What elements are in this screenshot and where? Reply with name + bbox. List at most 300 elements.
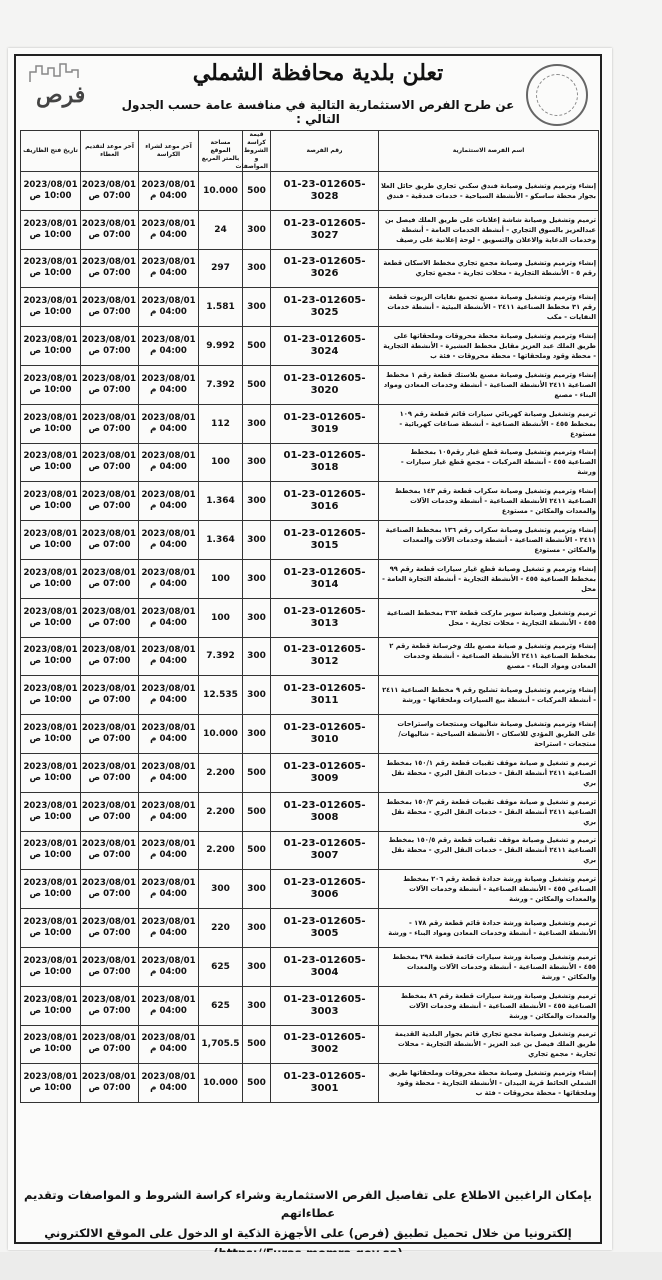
date-value: 2023/08/01 [141, 451, 196, 462]
time-value: 07:00 ص [88, 850, 131, 861]
date-value: 2023/08/01 [23, 1072, 78, 1083]
opportunity-name: ترميم وتشغيل وصيانة ورشة حدادة قطعة رقم ٢٠٦ بمخطط الصناعي ٤٥٥ - الأنشطة الصناعية - أنشطة وخدمات الآلات والمعدات والمكائن - ورشة [379, 870, 599, 909]
time-value: 04:00 م [150, 540, 187, 551]
time-value: 04:00 م [150, 346, 187, 357]
opportunity-number: 01-23-012605-3019 [271, 404, 379, 443]
last-submit-date [81, 288, 139, 327]
date-value: 2023/08/01 [81, 800, 136, 811]
time-value: 07:00 ص [88, 734, 131, 745]
date-value: 2023/08/01 [23, 412, 78, 423]
last-purchase-date [139, 249, 199, 288]
time-value: 04:00 م [150, 850, 187, 861]
last-submit-date [81, 482, 139, 521]
opening-date [21, 870, 81, 909]
page-subtitle: عن طرح الفرص الاستثمارية التالية في منافسة عامة حسب الجدول التالي : [121, 98, 515, 126]
date-value: 2023/08/01 [23, 451, 78, 462]
last-submit-date [81, 715, 139, 754]
opportunity-name: إنشاء وترميم وتشغيل وصيانة محطة محروقات وملحقاتها طريق الشملي الحائط قرية البيدان - الأنشطة التجارية - محطة وقود وملحقاتها - محطة محروقات - فئة ب [379, 1064, 599, 1103]
date-value: 2023/08/01 [23, 645, 78, 656]
date-value: 2023/08/01 [23, 723, 78, 734]
col-number: رقم الفرصة [271, 131, 379, 172]
opening-date [21, 559, 81, 598]
opportunity-number: 01-23-012605-3014 [271, 559, 379, 598]
date-value: 2023/08/01 [23, 529, 78, 540]
date-value: 2023/08/01 [81, 994, 136, 1005]
time-value: 07:00 ص [88, 966, 131, 977]
booklet-fee: 500 [243, 1025, 271, 1064]
opportunity-number: 01-23-012605-3018 [271, 443, 379, 482]
opportunity-name: إنشاء وترميم وتشغيل وصيانة تشليح رقم ٩ مخطط الصناعية ٢٤١١ - أنشطة المركبات - أنشطة بيع السيارات وملحقاتها - ورشة [379, 676, 599, 715]
date-value: 2023/08/01 [141, 723, 196, 734]
time-value: 10:00 ص [29, 190, 72, 201]
last-submit-date [81, 831, 139, 870]
booklet-fee: 300 [243, 559, 271, 598]
table-header-row [21, 131, 599, 172]
opening-date [21, 637, 81, 676]
last-submit-date [81, 637, 139, 676]
date-value: 2023/08/01 [23, 218, 78, 229]
opportunity-name: ترميم و تشغيل وصيانة موقف تقبيات قطعة رقم ١٥٠/٥ بمخطط الصناعية ٢٤١١ أنشطة النقل - خدمات النقل البري - محطة نقل بري [379, 831, 599, 870]
table-row [21, 986, 599, 1025]
date-value: 2023/08/01 [81, 451, 136, 462]
booklet-fee: 500 [243, 792, 271, 831]
opening-date [21, 676, 81, 715]
time-value: 10:00 ص [29, 928, 72, 939]
date-value: 2023/08/01 [81, 606, 136, 617]
opportunity-number: 01-23-012605-3006 [271, 870, 379, 909]
date-value: 2023/08/01 [141, 218, 196, 229]
opportunity-number: 01-23-012605-3001 [271, 1064, 379, 1103]
time-value: 10:00 ص [29, 656, 72, 667]
last-submit-date [81, 404, 139, 443]
opening-date [21, 792, 81, 831]
date-value: 2023/08/01 [81, 218, 136, 229]
table-row [21, 327, 599, 366]
table-row [21, 753, 599, 792]
date-value: 2023/08/01 [141, 955, 196, 966]
col-last-purchase: آخر موعد لشراء الكراسة [139, 131, 199, 172]
site-area: 10.000 [199, 172, 243, 211]
opportunity-name: إنشاء وترميم وتشغيل وصيانة مصنع تجميع نفايات الزيوت قطعة رقم ٣١ مخطط الصناعية ٢٤١١ - الأنشطة البيئية - أنشطة خدمات النفايات - مكب [379, 288, 599, 327]
date-value: 2023/08/01 [23, 567, 78, 578]
date-value: 2023/08/01 [141, 606, 196, 617]
site-area: 9.992 [199, 327, 243, 366]
table-row [21, 210, 599, 249]
opening-date [21, 327, 81, 366]
opportunity-number: 01-23-012605-3004 [271, 947, 379, 986]
date-value: 2023/08/01 [23, 761, 78, 772]
last-purchase-date [139, 1025, 199, 1064]
date-value: 2023/08/01 [81, 335, 136, 346]
opening-date [21, 831, 81, 870]
date-value: 2023/08/01 [141, 645, 196, 656]
date-value: 2023/08/01 [81, 179, 136, 190]
date-value: 2023/08/01 [23, 606, 78, 617]
booklet-fee: 300 [243, 210, 271, 249]
last-submit-date [81, 249, 139, 288]
last-submit-date [81, 947, 139, 986]
site-area: 1,705.5 [199, 1025, 243, 1064]
date-value: 2023/08/01 [141, 529, 196, 540]
date-value: 2023/08/01 [81, 373, 136, 384]
date-value: 2023/08/01 [81, 567, 136, 578]
time-value: 04:00 م [150, 889, 187, 900]
date-value: 2023/08/01 [141, 684, 196, 695]
opportunity-name: ترميم وتشغيل وصيانة ورشة حدادة قائم قطعة رقم ١٧٨ - الأنشطة الصناعية - أنشطة وخدمات المعادن ومواد البناء - ورشة [379, 909, 599, 948]
time-value: 04:00 م [150, 1005, 187, 1016]
opportunity-number: 01-23-012605-3027 [271, 210, 379, 249]
site-area: 297 [199, 249, 243, 288]
site-area: 7.392 [199, 637, 243, 676]
time-value: 10:00 ص [29, 268, 72, 279]
time-value: 10:00 ص [29, 501, 72, 512]
date-value: 2023/08/01 [141, 335, 196, 346]
last-submit-date [81, 1025, 139, 1064]
site-area: 100 [199, 559, 243, 598]
booklet-fee: 300 [243, 715, 271, 754]
date-value: 2023/08/01 [81, 296, 136, 307]
booklet-fee: 500 [243, 753, 271, 792]
date-value: 2023/08/01 [23, 373, 78, 384]
last-purchase-date [139, 482, 199, 521]
opportunities-table [20, 130, 599, 1103]
last-purchase-date [139, 947, 199, 986]
announcement-paper [8, 48, 612, 1250]
opening-date [21, 210, 81, 249]
booklet-fee: 300 [243, 482, 271, 521]
site-area: 1.364 [199, 482, 243, 521]
opportunity-number: 01-23-012605-3012 [271, 637, 379, 676]
time-value: 04:00 م [150, 229, 187, 240]
date-value: 2023/08/01 [141, 1072, 196, 1083]
site-area: 2.200 [199, 831, 243, 870]
site-area: 10.000 [199, 715, 243, 754]
table-row [21, 870, 599, 909]
time-value: 07:00 ص [88, 1083, 131, 1094]
site-area: 10.000 [199, 1064, 243, 1103]
table-row [21, 1064, 599, 1103]
date-value: 2023/08/01 [81, 257, 136, 268]
time-value: 10:00 ص [29, 1044, 72, 1055]
opening-date [21, 947, 81, 986]
time-value: 04:00 م [150, 307, 187, 318]
date-value: 2023/08/01 [141, 839, 196, 850]
opening-date [21, 521, 81, 560]
date-value: 2023/08/01 [141, 1033, 196, 1044]
date-value: 2023/08/01 [141, 373, 196, 384]
time-value: 04:00 م [150, 1083, 187, 1094]
opportunity-number: 01-23-012605-3028 [271, 172, 379, 211]
date-value: 2023/08/01 [23, 179, 78, 190]
time-value: 07:00 ص [88, 1005, 131, 1016]
date-value: 2023/08/01 [141, 878, 196, 889]
last-purchase-date [139, 327, 199, 366]
last-submit-date [81, 676, 139, 715]
booklet-fee: 500 [243, 172, 271, 211]
time-value: 07:00 ص [88, 462, 131, 473]
opportunity-name: ترميم وتشغيل وصيانة كهربائي سيارات قائم قطعة رقم ١٠٩ بمخطط ٤٥٥ - الأنشطة الصناعية - أنشطة صناعات كهربائية - مستودع [379, 404, 599, 443]
opportunity-number: 01-23-012605-3025 [271, 288, 379, 327]
last-submit-date [81, 598, 139, 637]
opening-date [21, 715, 81, 754]
date-value: 2023/08/01 [81, 761, 136, 772]
date-value: 2023/08/01 [81, 1033, 136, 1044]
opportunity-number: 01-23-012605-3020 [271, 365, 379, 404]
date-value: 2023/08/01 [141, 761, 196, 772]
footer-line-1: بإمكان الراغبين الاطلاع على تفاصيل الفرص الاستثمارية وشراء كراسة الشروط و المواصفات وتقديم عطاءاتهم [24, 1188, 592, 1220]
time-value: 10:00 ص [29, 1005, 72, 1016]
site-area: 7.392 [199, 365, 243, 404]
table-row [21, 559, 599, 598]
time-value: 04:00 م [150, 734, 187, 745]
booklet-fee: 300 [243, 909, 271, 948]
last-purchase-date [139, 1064, 199, 1103]
time-value: 10:00 ص [29, 850, 72, 861]
last-submit-date [81, 443, 139, 482]
last-submit-date [81, 521, 139, 560]
opportunity-name: ترميم وتشغيل وصيانة سوبر ماركت قطعة ٣٦٢ بمخطط الصناعية ٤٥٥ - الأنشطة التجارية - محلات تجارية - محل [379, 598, 599, 637]
time-value: 10:00 ص [29, 617, 72, 628]
site-area: 24 [199, 210, 243, 249]
opportunity-name: إنشاء وترميم وتشغيل وصيانة سكراب رقم ١٣٦ بمخطط الصناعية ٢٤١١ - الأنشطة الصناعية - أنشطة وخدمات الآلات والمعدات والمكائن - مستودع [379, 521, 599, 560]
opportunity-number: 01-23-012605-3024 [271, 327, 379, 366]
opportunity-name: ترميم وتشغيل وصيانة شاشة إعلانات على طريق الملك فيصل بن عبدالعزيز بالسوق التجاري - أنشطة الخدمات العامة - أنشطة وخدمات الدعاية والاعلان والتسويق - لوحة إعلانية على رصيف [379, 210, 599, 249]
date-value: 2023/08/01 [23, 917, 78, 928]
date-value: 2023/08/01 [23, 490, 78, 501]
last-purchase-date [139, 210, 199, 249]
time-value: 07:00 ص [88, 1044, 131, 1055]
time-value: 10:00 ص [29, 307, 72, 318]
opportunity-name: ترميم وتشغيل وصيانة مجمع تجاري قائم بجوار البلدية القديمة طريق الملك فيصل بن عبد العزيز - الأنشطة التجارية - محلات تجارية - مجمع تجاري [379, 1025, 599, 1064]
date-value: 2023/08/01 [81, 645, 136, 656]
date-value: 2023/08/01 [141, 257, 196, 268]
last-submit-date [81, 365, 139, 404]
booklet-fee: 500 [243, 1064, 271, 1103]
site-area: 1.364 [199, 521, 243, 560]
last-purchase-date [139, 288, 199, 327]
time-value: 04:00 م [150, 772, 187, 783]
last-submit-date [81, 986, 139, 1025]
bottom-bar [0, 1252, 662, 1280]
table-row [21, 288, 599, 327]
opening-date [21, 909, 81, 948]
booklet-fee: 500 [243, 327, 271, 366]
site-area: 300 [199, 870, 243, 909]
time-value: 10:00 ص [29, 889, 72, 900]
table-row [21, 404, 599, 443]
last-purchase-date [139, 676, 199, 715]
opportunity-number: 01-23-012605-3009 [271, 753, 379, 792]
date-value: 2023/08/01 [81, 917, 136, 928]
opening-date [21, 1064, 81, 1103]
time-value: 07:00 ص [88, 540, 131, 551]
table-row [21, 443, 599, 482]
last-submit-date [81, 210, 139, 249]
time-value: 10:00 ص [29, 229, 72, 240]
time-value: 07:00 ص [88, 928, 131, 939]
time-value: 07:00 ص [88, 384, 131, 395]
date-value: 2023/08/01 [81, 878, 136, 889]
booklet-fee: 500 [243, 831, 271, 870]
time-value: 10:00 ص [29, 540, 72, 551]
time-value: 04:00 م [150, 656, 187, 667]
date-value: 2023/08/01 [81, 684, 136, 695]
time-value: 07:00 ص [88, 772, 131, 783]
municipality-seal-icon [526, 64, 588, 126]
time-value: 07:00 ص [88, 656, 131, 667]
booklet-fee: 500 [243, 365, 271, 404]
date-value: 2023/08/01 [81, 490, 136, 501]
time-value: 07:00 ص [88, 811, 131, 822]
booklet-fee: 300 [243, 598, 271, 637]
opportunity-name: إنشاء وترميم وتشغيل وصيانة مصنع بلاستك قطعة رقم ١ مخطط الصناعية ٢٤١١ الأنشطة الصناعية - أنشطة وخدمات المعادن ومواد البناء - مصنع [379, 365, 599, 404]
time-value: 04:00 م [150, 966, 187, 977]
opportunity-name: إنشاء وترميم و تشغيل وصيانة قطع غيار سيارات قطعة رقم ٩٩ بمخطط الصناعية ٤٥٥ - الأنشطة التجارية - أنشطة التجارة العامة - محل [379, 559, 599, 598]
booklet-fee: 300 [243, 443, 271, 482]
opportunity-number: 01-23-012605-3005 [271, 909, 379, 948]
time-value: 10:00 ص [29, 578, 72, 589]
opening-date [21, 404, 81, 443]
time-value: 10:00 ص [29, 1083, 72, 1094]
time-value: 04:00 م [150, 462, 187, 473]
opening-date [21, 753, 81, 792]
date-value: 2023/08/01 [141, 179, 196, 190]
date-value: 2023/08/01 [141, 412, 196, 423]
date-value: 2023/08/01 [141, 800, 196, 811]
time-value: 04:00 م [150, 1044, 187, 1055]
opportunity-number: 01-23-012605-3003 [271, 986, 379, 1025]
time-value: 10:00 ص [29, 346, 72, 357]
footer-line-2: إلكترونيا من خلال تحميل تطبيق (فرص) على الأجهزة الذكية او الدخول على الموقع الالكتروني [44, 1226, 572, 1240]
date-value: 2023/08/01 [23, 800, 78, 811]
col-area: مساحة الموقع بالمتر المربع [199, 131, 243, 172]
opportunity-number: 01-23-012605-3011 [271, 676, 379, 715]
site-area: 2.200 [199, 753, 243, 792]
col-opening: تاريخ فتح الظاريف [21, 131, 81, 172]
time-value: 10:00 ص [29, 966, 72, 977]
time-value: 10:00 ص [29, 734, 72, 745]
time-value: 10:00 ص [29, 384, 72, 395]
opportunity-name: إنشاء وترميم وتشغيل وصيانة محطة محروقات وملحقاتها على طريق الملك عبد العزيز مقابل مخطط العشيرة - الأنشطة التجارية - محطة وقود وملحقاتها - محطة محروقات - فئة ب [379, 327, 599, 366]
date-value: 2023/08/01 [141, 994, 196, 1005]
col-opportunity: اسم الفرصة الاستثمارية [379, 131, 599, 172]
last-purchase-date [139, 521, 199, 560]
time-value: 04:00 م [150, 578, 187, 589]
table-row [21, 792, 599, 831]
last-purchase-date [139, 365, 199, 404]
last-submit-date [81, 792, 139, 831]
time-value: 07:00 ص [88, 889, 131, 900]
time-value: 07:00 ص [88, 578, 131, 589]
booklet-fee: 300 [243, 676, 271, 715]
last-submit-date [81, 753, 139, 792]
date-value: 2023/08/01 [81, 723, 136, 734]
last-purchase-date [139, 870, 199, 909]
opening-date [21, 598, 81, 637]
time-value: 07:00 ص [88, 346, 131, 357]
booklet-fee: 300 [243, 986, 271, 1025]
last-submit-date [81, 559, 139, 598]
date-value: 2023/08/01 [141, 296, 196, 307]
table-row [21, 1025, 599, 1064]
date-value: 2023/08/01 [81, 412, 136, 423]
date-value: 2023/08/01 [23, 335, 78, 346]
booklet-fee: 300 [243, 249, 271, 288]
time-value: 04:00 م [150, 268, 187, 279]
last-purchase-date [139, 637, 199, 676]
opportunity-number: 01-23-012605-3016 [271, 482, 379, 521]
table-row [21, 947, 599, 986]
opportunity-number: 01-23-012605-3002 [271, 1025, 379, 1064]
booklet-fee: 300 [243, 870, 271, 909]
opening-date [21, 443, 81, 482]
opportunity-name: ترميم و تشغيل و صيانة موقف تقبيات قطعة رقم ١٥٠/١ بمخطط الصناعية ٢٤١١ أنشطة النقل - خدمات النقل البري - محطة نقل بري [379, 753, 599, 792]
last-submit-date [81, 909, 139, 948]
site-area: 12.535 [199, 676, 243, 715]
date-value: 2023/08/01 [81, 955, 136, 966]
date-value: 2023/08/01 [23, 994, 78, 1005]
site-area: 1.581 [199, 288, 243, 327]
date-value: 2023/08/01 [23, 296, 78, 307]
time-value: 10:00 ص [29, 695, 72, 706]
opportunity-name: إنشاء وترميم وتشغيل و صيانة مصنع بلك وخرسانة قطعة رقم ٢ بمخطط الصناعية ٢٤١١ الأنشطة الصناعية - أنشطة وخدمات المعادن ومواد البناء - مصنع [379, 637, 599, 676]
booklet-fee: 300 [243, 404, 271, 443]
table-row [21, 365, 599, 404]
opening-date [21, 482, 81, 521]
site-area: 625 [199, 947, 243, 986]
opportunity-number: 01-23-012605-3010 [271, 715, 379, 754]
date-value: 2023/08/01 [81, 529, 136, 540]
time-value: 07:00 ص [88, 229, 131, 240]
table-row [21, 831, 599, 870]
last-purchase-date [139, 598, 199, 637]
last-purchase-date [139, 753, 199, 792]
date-value: 2023/08/01 [141, 567, 196, 578]
site-area: 2.200 [199, 792, 243, 831]
col-last-submit: آخر موعد لتقديم العطاء [81, 131, 139, 172]
time-value: 10:00 ص [29, 811, 72, 822]
opportunity-name: إنشاء وترميم وتشغيل وصيانة قطع غيار رقم١٠٥ بمخطط الصناعية ٤٥٥ - أنشطة المركبات - مجمع قطع غيار سيارات - ورشة [379, 443, 599, 482]
table-row [21, 598, 599, 637]
booklet-fee: 300 [243, 637, 271, 676]
date-value: 2023/08/01 [81, 1072, 136, 1083]
booklet-fee: 300 [243, 521, 271, 560]
opportunity-number: 01-23-012605-3013 [271, 598, 379, 637]
date-value: 2023/08/01 [23, 684, 78, 695]
last-submit-date [81, 870, 139, 909]
opportunity-name: إنشاء وترميم وتشغيل وصيانة شاليهات ومنتجعات واستراحات على الطريق المؤدي للاسكان - الأنشطة السياحية - شاليهات/منتجعات - استراحة [379, 715, 599, 754]
last-purchase-date [139, 172, 199, 211]
time-value: 10:00 ص [29, 423, 72, 434]
last-submit-date [81, 327, 139, 366]
opportunity-name: ترميم و تشغيل و صيانة موقف تقبيات قطعة رقم ١٥٠/٢ بمخطط الصناعية ٢٤١١ أنشطة النقل - خدمات النقل البري - محطة نقل بري [379, 792, 599, 831]
time-value: 10:00 ص [29, 462, 72, 473]
table-row [21, 521, 599, 560]
last-purchase-date [139, 715, 199, 754]
last-purchase-date [139, 792, 199, 831]
time-value: 07:00 ص [88, 423, 131, 434]
time-value: 07:00 ص [88, 695, 131, 706]
footer [20, 1184, 596, 1244]
time-value: 07:00 ص [88, 190, 131, 201]
last-purchase-date [139, 443, 199, 482]
brand-name: فرص [36, 82, 86, 108]
opportunity-name: ترميم وتشغيل وصيانة ورشة سيارات قطعة رقم ٨٦ بمخطط الصناعية ٤٥٥ - الأنشطة الصناعية - أنشطة وخدمات الآلات والمعدات والمكائن - ورشة [379, 986, 599, 1025]
time-value: 04:00 م [150, 617, 187, 628]
table-row [21, 909, 599, 948]
booklet-fee: 300 [243, 288, 271, 327]
time-value: 04:00 م [150, 423, 187, 434]
